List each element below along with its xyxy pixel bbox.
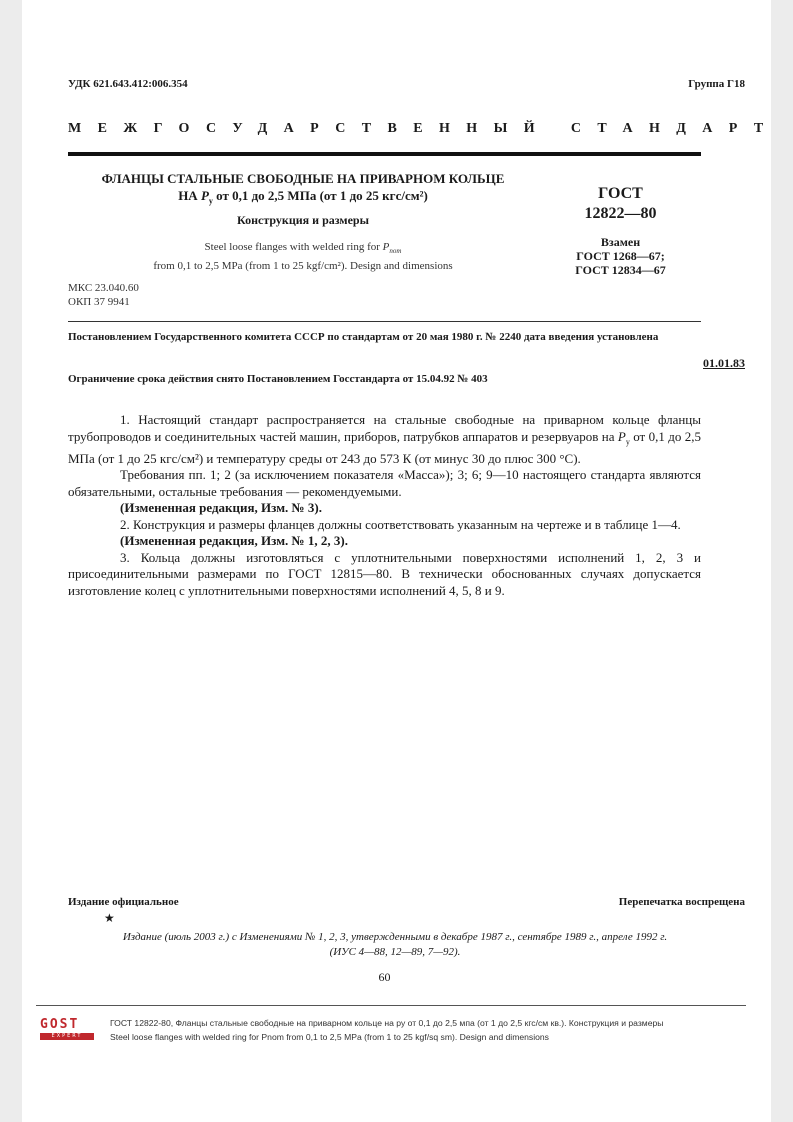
replace-label: Взамен	[600, 235, 641, 249]
logo-top-text: GOST	[40, 1017, 80, 1032]
document-reference	[110, 1016, 750, 1044]
replaces-block	[548, 235, 693, 277]
interstate-standard-heading: МЕЖГОСУДАРСТВЕННЫЙ СТАНДАРТ	[68, 121, 780, 136]
document-body	[68, 412, 701, 599]
paragraph-1-part-b: от 0,1 до 2,5 МПа (от 1 до 25 кгс/см²) и температуру среды от 243 до 573 К (от минус 30 до плюс 300 °С).	[68, 428, 701, 466]
replaced-standard-1: ГОСТ 1268—67;	[576, 249, 665, 263]
mks-code: МКС 23.040.60	[68, 282, 139, 294]
english-title-prefix: Steel loose flanges with welded ring for	[204, 241, 383, 253]
replaced-standard-2: ГОСТ 12834—67	[575, 263, 666, 277]
official-edition-label: Издание официальное	[68, 896, 179, 908]
logo-bottom-text: EXPERT	[40, 1033, 94, 1040]
page-number: 60	[378, 970, 391, 984]
title-line-2	[68, 187, 538, 210]
english-title-line-1	[68, 240, 538, 259]
english-pressure-subscript: nom	[389, 247, 402, 256]
paragraph-3: 2. Конструкция и размеры фланцев должны соответствовать указанным на чертеже и в таблице 1—4.	[120, 516, 681, 532]
okp-code: ОКП 37 9941	[68, 296, 130, 308]
title-line-1: ФЛАНЦЫ СТАЛЬНЫЕ СВОБОДНЫЕ НА ПРИВАРНОМ КОЛЬЦЕ	[101, 171, 505, 186]
reference-line-2: Steel loose flanges with welded ring for Pnom from 0,1 to 2,5 MPa (from 1 to 25 kgf/sq sm). Design and dimensions	[110, 1032, 549, 1042]
star-icon: ★	[104, 911, 115, 925]
introduction-date: 01.01.83	[703, 356, 745, 370]
paragraph-2: Требования пп. 1; 2 (за исключением показателя «Масса»); 3; 6; 9—10 настоящего стандарта являются обязательными, остальные требования — рекомендуемыми.	[68, 467, 701, 499]
section-divider	[68, 321, 701, 322]
document-subtitle: Конструкция и размеры	[237, 213, 369, 227]
amendment-note-1: (Измененная редакция, Изм. № 3).	[120, 500, 322, 516]
decree-text: Постановлением Государственного комитета СССР по стандартам от 20 мая 1980 г. № 2240 дата введения установлена	[68, 331, 659, 343]
gost-label: ГОСТ	[598, 185, 643, 202]
document-title	[68, 170, 538, 210]
english-title	[68, 240, 538, 274]
classification-codes	[68, 281, 139, 309]
limitation-note: Ограничение срока действия снято Постановлением Госстандарта от 15.04.92 № 403	[68, 373, 488, 385]
gost-expert-logo[interactable]	[40, 1018, 94, 1040]
paragraph-1-pressure-subscript: y	[625, 437, 630, 447]
gost-number-block	[548, 184, 693, 224]
gost-number: 12822—80	[584, 205, 657, 222]
title-line-2-suffix: от 0,1 до 2,5 МПа (от 1 до 25 кгс/см²)	[212, 188, 428, 203]
footer-divider	[36, 1005, 746, 1006]
pressure-subscript: y	[208, 196, 213, 206]
amendment-note-2: (Измененная редакция, Изм. № 1, 2, 3).	[120, 533, 348, 549]
title-line-2-prefix: НА	[178, 188, 201, 203]
udk-code: УДК 621.643.412:006.354	[68, 78, 188, 90]
reference-line-1: ГОСТ 12822-80, Фланцы стальные свободные на приварном кольце на ру от 0,1 до 2,5 мпа (от 1 до 2,5 кгс/см кв.). Конструкция и размеры	[110, 1018, 664, 1028]
english-pressure-symbol: P	[382, 241, 390, 253]
paragraph-4: 3. Кольца должны изготовляться с уплотнительными поверхностями исполнений 1, 2, 3 и присоединительными размерами по ГОСТ 12815—80. В технически обоснованных случаях допускается изготовление колец с уплотнительными поверхностями исполнений 4, 5, 8 и 9.	[68, 549, 701, 598]
header-divider	[68, 152, 701, 156]
paragraph-1	[68, 412, 701, 467]
group-code: Группа Г18	[688, 78, 745, 90]
paragraph-1-part-a: 1. Настоящий стандарт распространяется на стальные свободные на приварном кольце фланцы трубопроводов и соединительных частей машин, приборов, патрубков аппаратов и резервуаров на	[68, 412, 701, 444]
paragraph-1-pressure-symbol: P	[617, 428, 626, 444]
reprint-prohibited-label: Перепечатка воспрещена	[618, 896, 745, 908]
pressure-symbol: P	[200, 188, 209, 203]
edition-note: Издание (июль 2003 г.) с Изменениями № 1, 2, 3, утвержденными в декабре 1987 г., сентябре 1989 г., апреле 1992 г. (ИУС 4—88, 12—89, 7—92).	[122, 931, 668, 958]
english-title-line-2: from 0,1 to 2,5 MPa (from 1 to 25 kgf/cm²). Design and dimensions	[153, 260, 453, 273]
